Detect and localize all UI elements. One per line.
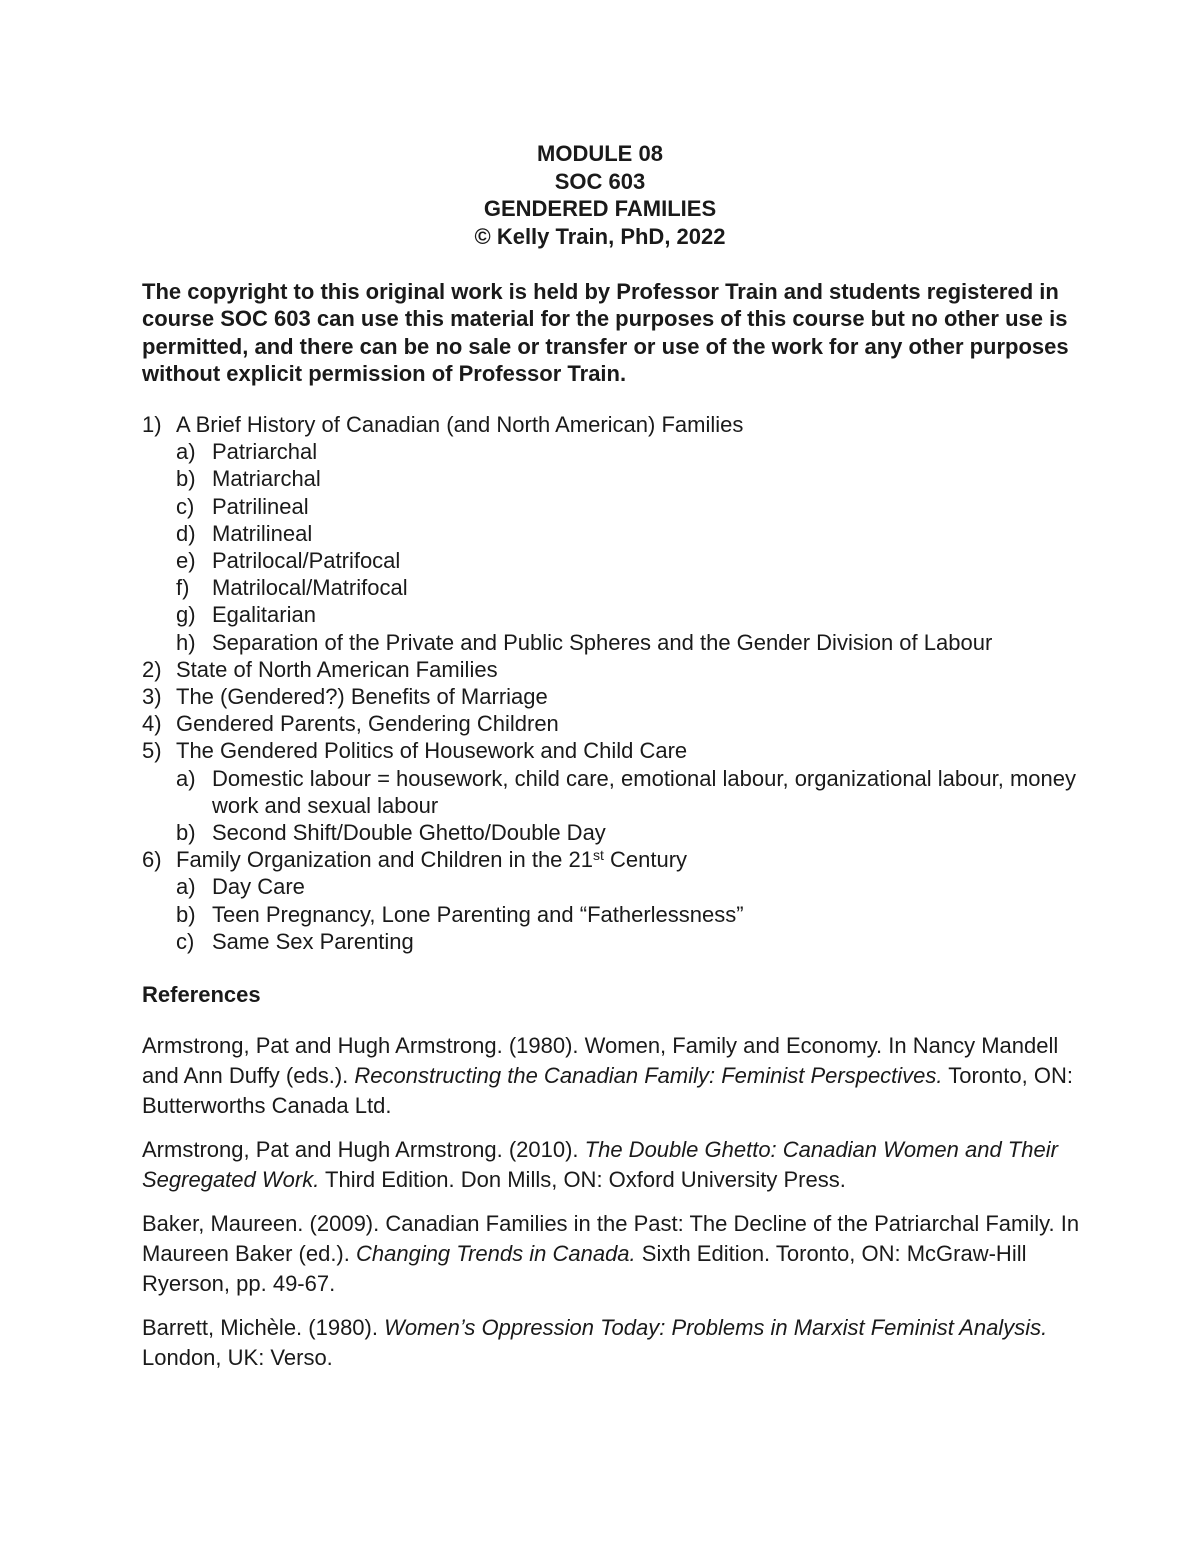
outline-subitem	[142, 765, 1082, 819]
outline-subnumber: c)	[176, 493, 195, 519]
outline-subitem	[142, 629, 1082, 656]
module-number: MODULE 08	[537, 141, 663, 166]
outline-subtext: Domestic labour = housework, child care, emotional labour, organizational labour, money work and sexual labour	[212, 765, 1076, 818]
outline-subitem	[142, 493, 1082, 520]
outline-item	[142, 411, 1082, 438]
reference-text: Armstrong, Pat and Hugh Armstrong. (1980). Women, Family and Economy. In Nancy Mandell and Ann Duffy (eds.).	[142, 1033, 1059, 1088]
copyright-line: © Kelly Train, PhD, 2022	[474, 223, 726, 249]
outline-subitem	[142, 520, 1082, 547]
outline-item	[142, 683, 1082, 710]
reference-text: Sixth Edition. Toronto, ON: McGraw-Hill Ryerson, pp. 49-67.	[142, 1241, 1027, 1296]
outline-text: State of North American Families	[176, 656, 498, 682]
outline-subnumber: f)	[176, 575, 190, 601]
reference-title: The Double Ghetto: Canadian Women and Their Segregated Work.	[142, 1137, 1058, 1192]
outline-subtext: Patriarchal	[212, 439, 318, 465]
outline-subtext: Matriarchal	[212, 466, 321, 492]
outline-subtext: Matrilineal	[212, 520, 313, 546]
outline-subnumber: a)	[176, 874, 196, 900]
outline-subnumber: b)	[176, 466, 196, 492]
outline-number: 1)	[142, 412, 162, 437]
outline-subtext: Separation of the Private and Public Spheres and the Gender Division of Labour	[212, 629, 993, 655]
outline-subitem	[142, 438, 1082, 465]
outline-subtext: Patrilineal	[212, 493, 309, 519]
reference-entry	[142, 1209, 1082, 1299]
outline-subtext: Same Sex Parenting	[212, 928, 414, 954]
copyright-notice-text: The copyright to this original work is held by Professor Train and students registered in course SOC 603 can use this material for the purposes of this course but no other use is permitted, and there can be no sale or transfer or use of the work for any other purposes without explicit permission of Professor Train.	[142, 279, 1069, 386]
outline-subtext: Teen Pregnancy, Lone Parenting and “Fatherlessness”	[212, 901, 744, 927]
reference-text: Barrett, Michèle. (1980).	[142, 1315, 385, 1340]
outline-subitem	[142, 928, 1082, 955]
outline-item	[142, 656, 1082, 683]
outline-subtext: Day Care	[212, 874, 305, 900]
outline-number: 5)	[142, 738, 162, 764]
outline-number: 2)	[142, 656, 162, 682]
document-title: GENDERED FAMILIES	[483, 196, 717, 221]
outline-subitem	[142, 873, 1082, 900]
outline-subnumber: b)	[176, 820, 196, 846]
outline-text-part: Century	[603, 847, 688, 873]
reference-title: Women’s Oppression Today: Problems in Marxist Feminist Analysis.	[384, 1315, 1048, 1340]
outline-number: 3)	[142, 684, 162, 710]
references-heading: References	[142, 982, 261, 1007]
outline-subitem	[142, 547, 1082, 574]
outline-item	[142, 710, 1082, 737]
document-header	[0, 140, 1200, 250]
outline-subitem	[142, 465, 1082, 492]
ordinal-suffix: st	[593, 847, 604, 864]
reference-text: Toronto, ON: Butterworths Canada Ltd.	[142, 1063, 1073, 1118]
outline-subitem	[142, 819, 1082, 846]
outline-subtext: Second Shift/Double Ghetto/Double Day	[212, 820, 606, 846]
outline-subnumber: h)	[176, 629, 196, 655]
reference-title: Reconstructing the Canadian Family: Feminist Perspectives.	[354, 1063, 943, 1088]
reference-entry	[142, 1031, 1082, 1121]
reference-text: Baker, Maureen. (2009). Canadian Families in the Past: The Decline of the Patriarchal Family. In Maureen Baker (ed.).	[142, 1211, 1080, 1266]
outline-text	[176, 846, 1082, 873]
outline-number: 6)	[142, 847, 162, 873]
outline-subitem	[142, 901, 1082, 928]
outline-subtext: Patrilocal/Patrifocal	[212, 548, 401, 574]
reference-text: Third Edition. Don Mills, ON: Oxford University Press.	[319, 1167, 846, 1192]
outline-subitem	[142, 574, 1082, 601]
outline-text: A Brief History of Canadian (and North American) Families	[176, 412, 744, 437]
outline-text-part: Family Organization and Children in the 21	[176, 847, 594, 873]
references-section	[142, 981, 1082, 1387]
outline-text: The (Gendered?) Benefits of Marriage	[176, 684, 548, 710]
course-code: SOC 603	[554, 168, 646, 194]
outline-subtext: Matrilocal/Matrifocal	[212, 575, 408, 601]
outline-subnumber: e)	[176, 548, 196, 574]
outline-number: 4)	[142, 711, 162, 737]
reference-entry	[142, 1313, 1082, 1373]
copyright-notice	[142, 278, 1082, 387]
topic-outline	[142, 411, 1082, 955]
outline-subnumber: c)	[176, 928, 195, 954]
outline-subnumber: d)	[176, 520, 196, 546]
reference-entry	[142, 1135, 1082, 1195]
reference-title: Changing Trends in Canada.	[355, 1241, 636, 1266]
reference-text: Armstrong, Pat and Hugh Armstrong. (2010).	[142, 1137, 585, 1162]
outline-subnumber: a)	[176, 439, 196, 465]
reference-text: London, UK: Verso.	[142, 1345, 333, 1370]
outline-subnumber: g)	[176, 602, 196, 628]
outline-subitem	[142, 601, 1082, 628]
outline-subnumber: b)	[176, 901, 196, 927]
outline-item	[142, 846, 1082, 873]
outline-subtext: Egalitarian	[212, 602, 316, 628]
outline-text: The Gendered Politics of Housework and Child Care	[176, 738, 688, 764]
outline-subnumber: a)	[176, 765, 196, 791]
outline-item	[142, 737, 1082, 764]
outline-text: Gendered Parents, Gendering Children	[176, 711, 559, 737]
